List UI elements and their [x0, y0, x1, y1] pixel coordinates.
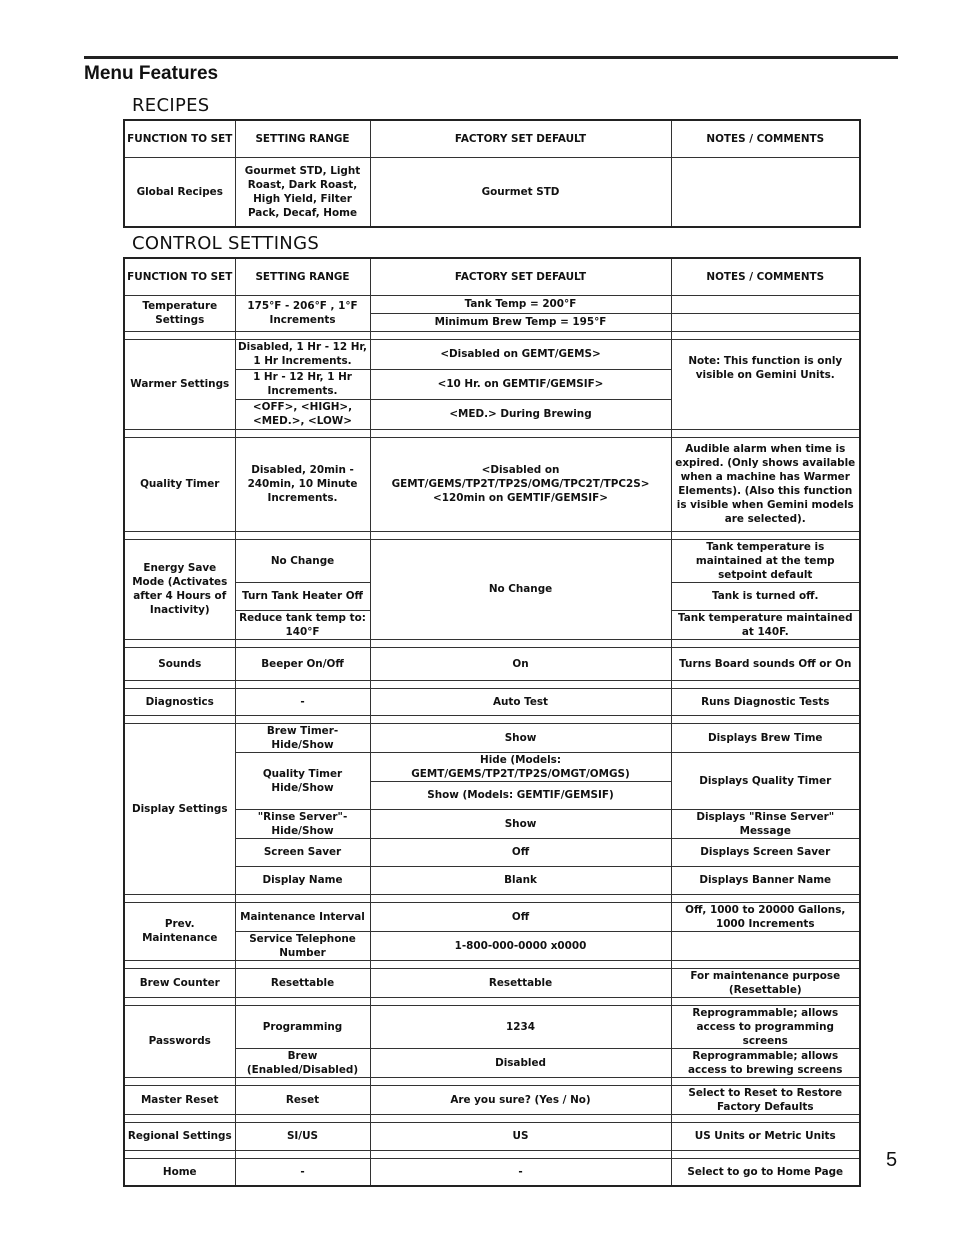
table-row	[124, 1005, 860, 1048]
cell-notes: Displays Quality Timer	[671, 752, 860, 809]
row-spacer	[124, 1114, 860, 1122]
cell-range: Brew Timer-Hide/Show	[235, 723, 370, 752]
cell-function: Display Settings	[124, 723, 235, 894]
cell-range: Gourmet STD, Light Roast, Dark Roast, High Yield, Filter Pack, Decaf, Home	[235, 157, 370, 227]
table-row	[124, 968, 860, 997]
cell-notes: Select to Reset to Restore Factory Defaults	[671, 1085, 860, 1114]
cell-default: <Disabled on GEMT/GEMS>	[370, 339, 671, 369]
cell-default: 1234	[370, 1005, 671, 1048]
cell-range: Screen Saver	[235, 838, 370, 866]
cell-notes: Tank is turned off.	[671, 582, 860, 610]
cell-default: Auto Test	[370, 688, 671, 715]
cell-function: Sounds	[124, 647, 235, 680]
header-function: FUNCTION TO SET	[124, 258, 235, 295]
recipes-table	[123, 119, 861, 228]
table-row	[124, 539, 860, 582]
cell-range: Brew (Enabled/Disabled)	[235, 1048, 370, 1077]
control-header-row	[124, 258, 860, 295]
table-row	[124, 1158, 860, 1186]
cell-notes	[671, 295, 860, 313]
cell-notes: US Units or Metric Units	[671, 1122, 860, 1150]
cell-function: Energy Save Mode (Activates after 4 Hours of Inactivity)	[124, 539, 235, 639]
row-spacer	[124, 680, 860, 688]
cell-notes: Reprogrammable; allows access to programming screens	[671, 1005, 860, 1048]
cell-function: Global Recipes	[124, 157, 235, 227]
cell-function: Regional Settings	[124, 1122, 235, 1150]
table-row	[124, 1048, 860, 1077]
row-spacer	[124, 639, 860, 647]
header-notes: NOTES / COMMENTS	[671, 258, 860, 295]
cell-notes: Displays "Rinse Server" Message	[671, 809, 860, 838]
cell-range: Quality Timer Hide/Show	[235, 752, 370, 809]
cell-default: Tank Temp = 200°F	[370, 295, 671, 313]
cell-notes	[671, 931, 860, 960]
cell-range: -	[235, 688, 370, 715]
header-default: FACTORY SET DEFAULT	[370, 258, 671, 295]
cell-function: Master Reset	[124, 1085, 235, 1114]
cell-range: Turn Tank Heater Off	[235, 582, 370, 610]
cell-default: Resettable	[370, 968, 671, 997]
cell-function: Warmer Settings	[124, 339, 235, 429]
control-settings-table	[123, 257, 861, 1187]
cell-notes	[671, 313, 860, 331]
cell-function: Passwords	[124, 1005, 235, 1077]
cell-notes: Select to go to Home Page	[671, 1158, 860, 1186]
cell-range: -	[235, 1158, 370, 1186]
cell-default	[370, 437, 671, 531]
row-spacer	[124, 429, 860, 437]
row-spacer	[124, 715, 860, 723]
default-line: <Disabled on GEMT/GEMS/TP2T/TP2S/OMG/TPC2T/TPC2S>	[391, 464, 650, 490]
cell-notes	[671, 157, 860, 227]
cell-function: Quality Timer	[124, 437, 235, 531]
cell-notes: Displays Brew Time	[671, 723, 860, 752]
cell-default: -	[370, 1158, 671, 1186]
cell-range: Display Name	[235, 866, 370, 894]
default-line: <120min on GEMTIF/GEMSIF>	[433, 492, 608, 504]
cell-notes: Off, 1000 to 20000 Gallons, 1000 Increments	[671, 902, 860, 931]
row-spacer	[124, 960, 860, 968]
cell-function: Home	[124, 1158, 235, 1186]
cell-range: Maintenance Interval	[235, 902, 370, 931]
cell-default: Gourmet STD	[370, 157, 671, 227]
table-row	[124, 809, 860, 838]
row-spacer	[124, 1077, 860, 1085]
cell-range: Resettable	[235, 968, 370, 997]
cell-default: US	[370, 1122, 671, 1150]
table-row	[124, 723, 860, 752]
header-range: SETTING RANGE	[235, 120, 370, 157]
recipes-heading: RECIPES	[132, 95, 210, 116]
cell-default: Show (Models: GEMTIF/GEMSIF)	[370, 781, 671, 809]
cell-range: Disabled, 1 Hr - 12 Hr, 1 Hr Increments.	[235, 339, 370, 369]
cell-default: Disabled	[370, 1048, 671, 1077]
cell-range: <OFF>, <HIGH>, <MED.>, <LOW>	[235, 399, 370, 429]
row-spacer	[124, 1150, 860, 1158]
cell-notes: Turns Board sounds Off or On	[671, 647, 860, 680]
cell-notes: Displays Screen Saver	[671, 838, 860, 866]
cell-range: Beeper On/Off	[235, 647, 370, 680]
cell-range: No Change	[235, 539, 370, 582]
cell-default: On	[370, 647, 671, 680]
table-row	[124, 1085, 860, 1114]
cell-notes: Displays Banner Name	[671, 866, 860, 894]
table-row	[124, 931, 860, 960]
cell-function: Brew Counter	[124, 968, 235, 997]
top-rule	[84, 56, 898, 59]
table-row	[124, 647, 860, 680]
table-row	[124, 339, 860, 369]
cell-default: Blank	[370, 866, 671, 894]
header-default: FACTORY SET DEFAULT	[370, 120, 671, 157]
table-row	[124, 838, 860, 866]
cell-default: Hide (Models: GEMT/GEMS/TP2T/TP2S/OMGT/OMGS)	[370, 752, 671, 781]
control-heading: CONTROL SETTINGS	[132, 233, 320, 254]
cell-range: Disabled, 20min - 240min, 10 Minute Increments.	[235, 437, 370, 531]
cell-range: Service Telephone Number	[235, 931, 370, 960]
recipes-header-row	[124, 120, 860, 157]
cell-range: Programming	[235, 1005, 370, 1048]
cell-default: Are you sure? (Yes / No)	[370, 1085, 671, 1114]
header-function: FUNCTION TO SET	[124, 120, 235, 157]
row-spacer	[124, 531, 860, 539]
table-row	[124, 688, 860, 715]
table-row	[124, 752, 860, 781]
row-spacer	[124, 331, 860, 339]
table-row	[124, 295, 860, 313]
cell-default: No Change	[370, 539, 671, 639]
table-row	[124, 866, 860, 894]
cell-default: <MED.> During Brewing	[370, 399, 671, 429]
cell-notes: Tank temperature maintained at 140F.	[671, 610, 860, 639]
cell-default: <10 Hr. on GEMTIF/GEMSIF>	[370, 369, 671, 399]
header-range: SETTING RANGE	[235, 258, 370, 295]
cell-range: 175°F - 206°F , 1°F Increments	[235, 295, 370, 331]
page-number: 5	[886, 1149, 898, 1171]
header-notes: NOTES / COMMENTS	[671, 120, 860, 157]
table-row	[124, 902, 860, 931]
cell-notes: Reprogrammable; allows access to brewing screens	[671, 1048, 860, 1077]
cell-notes: For maintenance purpose (Resettable)	[671, 968, 860, 997]
cell-default: Off	[370, 902, 671, 931]
cell-default: Off	[370, 838, 671, 866]
row-spacer	[124, 894, 860, 902]
cell-range: "Rinse Server"-Hide/Show	[235, 809, 370, 838]
cell-default: Minimum Brew Temp = 195°F	[370, 313, 671, 331]
cell-default: Show	[370, 809, 671, 838]
cell-notes: Tank temperature is maintained at the temp setpoint default	[671, 539, 860, 582]
section-title: Menu Features	[84, 63, 219, 84]
cell-default: Show	[370, 723, 671, 752]
cell-range: Reduce tank temp to: 140°F	[235, 610, 370, 639]
cell-notes: Audible alarm when time is expired. (Only shows available when a machine has Warmer Elements). (Also this function is visible when Gemini models are selected).	[671, 437, 860, 531]
cell-range: 1 Hr - 12 Hr, 1 Hr Increments.	[235, 369, 370, 399]
cell-default: 1-800-000-0000 x0000	[370, 931, 671, 960]
row-spacer	[124, 997, 860, 1005]
cell-function: Prev. Maintenance	[124, 902, 235, 960]
cell-notes: Note: This function is only visible on Gemini Units.	[671, 339, 860, 429]
cell-notes: Runs Diagnostic Tests	[671, 688, 860, 715]
cell-function: Diagnostics	[124, 688, 235, 715]
table-row	[124, 157, 860, 227]
cell-range: Reset	[235, 1085, 370, 1114]
table-row	[124, 437, 860, 531]
table-row	[124, 1122, 860, 1150]
cell-range: SI/US	[235, 1122, 370, 1150]
cell-function: Temperature Settings	[124, 295, 235, 331]
